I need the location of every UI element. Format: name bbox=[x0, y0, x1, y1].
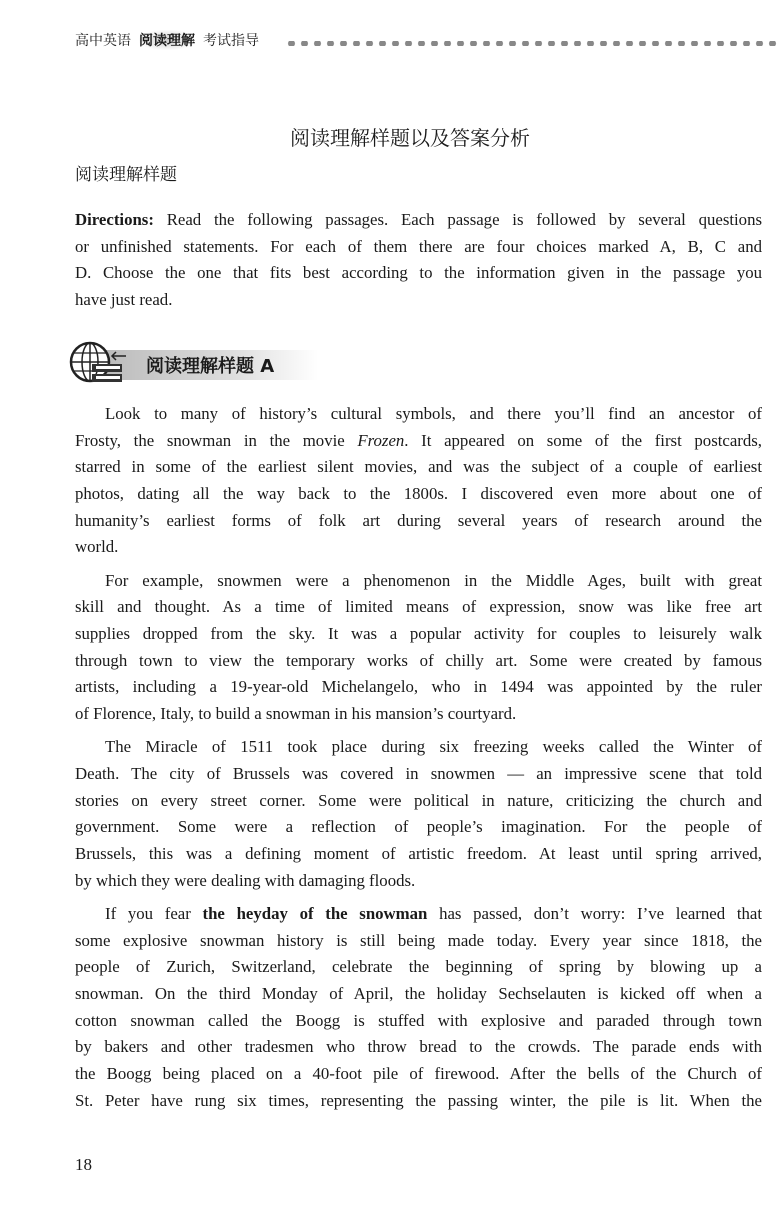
paragraph-line: by which they were dealing with damaging floods. bbox=[75, 870, 416, 890]
paragraph-line: For example, snowmen were a phenomenon in the Middle Ages, built with great bbox=[105, 570, 762, 590]
passage bbox=[75, 401, 762, 1121]
header-section: 阅读理解 bbox=[139, 30, 195, 50]
paragraph bbox=[75, 901, 762, 1115]
paragraph-line: St. Peter have rung six times, representing the passing winter, the pile is lit. When the bbox=[75, 1090, 762, 1110]
paragraph-line: by bakers and other tradesmen who throw bread to the crowds. The parade ends with bbox=[75, 1037, 762, 1057]
header-type: 考试指导 bbox=[203, 33, 259, 49]
paragraph-line: artists, including a 19-year-old Michelangelo, who in 1494 was appointed by the ruler bbox=[75, 677, 762, 697]
directions-label: Directions: bbox=[75, 210, 154, 229]
paragraph bbox=[75, 734, 762, 894]
header-book: 高中英语 bbox=[75, 33, 131, 49]
paragraph-line bbox=[75, 428, 762, 455]
italic-title: Frozen bbox=[357, 430, 405, 450]
directions-line: or unfinished statements. For each of them there are four choices marked A, B, C and bbox=[75, 236, 762, 256]
section-banner bbox=[68, 340, 318, 388]
paragraph-line: photos, dating all the way back to the 1800s. I discovered even more about one of bbox=[75, 484, 762, 504]
paragraph-line: the Boogg being placed on a 40-foot pile of firewood. After the bells of the Church of bbox=[75, 1064, 762, 1083]
page-number: 18 bbox=[75, 1155, 92, 1174]
paragraph-line: of Florence, Italy, to build a snowman in his mansion’s courtyard. bbox=[75, 704, 517, 724]
section-subtitle: 阅读理解样题 bbox=[75, 165, 177, 185]
paragraph-line: snowman. On the third Monday of April, the holiday Sechselauten is kicked off when a bbox=[75, 983, 762, 1003]
page-title: 阅读理解样题以及答案分析 bbox=[290, 126, 530, 150]
text-segment: has passed, don’t worry: I’ve learned that bbox=[427, 903, 762, 923]
paragraph-line: people of Zurich, Switzerland, celebrate the beginning of spring by blowing up a bbox=[75, 957, 762, 977]
directions-line: have just read. bbox=[75, 290, 173, 310]
paragraph-line: cotton snowman called the Boogg is stuffed with explosive and paraded through town bbox=[75, 1010, 762, 1030]
paragraph-line: some explosive snowman history is still being made today. Every year since 1818, the bbox=[75, 930, 762, 950]
paragraph bbox=[75, 568, 762, 728]
paragraph-line: skill and thought. As a time of limited means of expression, snow was like free art bbox=[75, 597, 762, 617]
paragraph-line: humanity’s earliest forms of folk art during several years of research around the bbox=[75, 510, 762, 530]
section-label: 阅读理解样题 A bbox=[146, 356, 275, 377]
paragraph-line: Look to many of history’s cultural symbols, and there you’ll find an ancestor of bbox=[105, 404, 762, 423]
bold-phrase: the heyday of the snowman bbox=[202, 903, 428, 923]
paragraph-line: through town to view the temporary works of chilly art. Some were created by famous bbox=[75, 650, 762, 670]
paragraph-line: stories on every street corner. Some were political in nature, criticizing the church and bbox=[75, 790, 762, 810]
directions-line: D. Choose the one that fits best according to the information given in the passage you bbox=[75, 263, 762, 283]
globe-book-icon bbox=[68, 340, 128, 388]
paragraph-line: The Miracle of 1511 took place during six freezing weeks called the Winter of bbox=[105, 737, 762, 757]
running-header bbox=[75, 30, 259, 50]
directions bbox=[75, 207, 762, 314]
text-segment: Frosty, the snowman in the movie bbox=[75, 430, 358, 450]
paragraph-line: Brussels, this was a defining moment of artistic freedom. At least until spring arrived, bbox=[75, 844, 762, 863]
directions-line bbox=[75, 207, 762, 234]
paragraph-line: government. Some were a reflection of people’s imagination. For the people of bbox=[75, 817, 762, 837]
paragraph bbox=[75, 401, 762, 561]
directions-text: Read the following passages. Each passage is followed by several questions bbox=[153, 210, 762, 229]
paragraph-line bbox=[75, 901, 762, 928]
text-segment: . It appeared on some of the first postcards, bbox=[404, 430, 762, 450]
paragraph-line: world. bbox=[75, 537, 119, 557]
paragraph-line: supplies dropped from the sky. It was a popular activity for couples to leisurely walk bbox=[75, 624, 762, 643]
text-segment: If you fear bbox=[105, 903, 203, 923]
paragraph-line: starred in some of the earliest silent movies, and was the subject of a couple of earliest bbox=[75, 457, 762, 477]
paragraph-line: Death. The city of Brussels was covered in snowmen — an impressive scene that told bbox=[75, 763, 762, 783]
header-dotted-rule bbox=[285, 41, 780, 46]
